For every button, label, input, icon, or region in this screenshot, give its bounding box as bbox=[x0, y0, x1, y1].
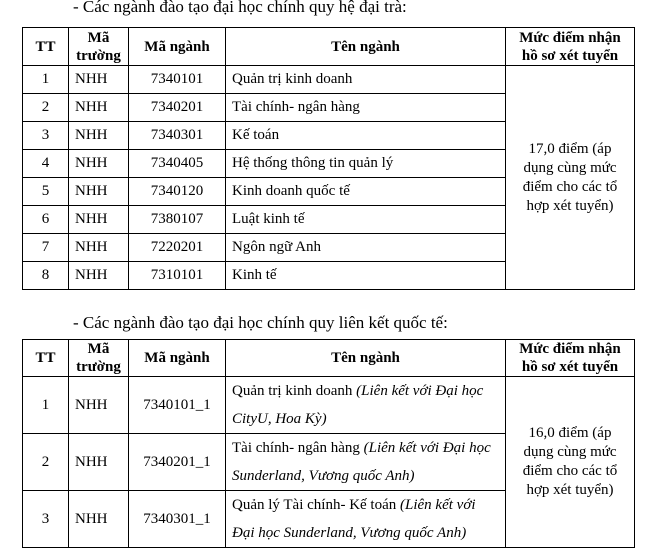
row-school-code: NHH bbox=[69, 491, 129, 548]
row-tt: 2 bbox=[23, 434, 69, 491]
header-major-code: Mã ngành bbox=[129, 28, 226, 66]
major-name-text: Tài chính- ngân hàng bbox=[232, 440, 360, 456]
row-major-code: 7340301 bbox=[129, 122, 226, 150]
section-heading-international-programs: - Các ngành đào tạo đại học chính quy liên kết quốc tế: bbox=[73, 313, 448, 332]
row-major-code: 7340301_1 bbox=[129, 491, 226, 548]
header-major-code: Mã ngành bbox=[129, 340, 226, 377]
row-tt: 3 bbox=[23, 122, 69, 150]
row-major-code: 7340201 bbox=[129, 94, 226, 122]
partner-note: (Liên kết với Đại học Sunderland, Vương quốc Anh) bbox=[232, 440, 491, 484]
major-name-text: Quản lý Tài chính- Kế toán bbox=[232, 497, 397, 513]
row-major-name: Ngôn ngữ Anh bbox=[226, 234, 506, 262]
major-name-text: Quản trị kinh doanh bbox=[232, 383, 353, 399]
row-school-code: NHH bbox=[69, 206, 129, 234]
row-tt: 8 bbox=[23, 262, 69, 290]
row-major-code: 7340101 bbox=[129, 66, 226, 94]
row-tt: 1 bbox=[23, 377, 69, 434]
row-major-code: 7340201_1 bbox=[129, 434, 226, 491]
regular-programs-table bbox=[22, 27, 635, 290]
header-school-code: Mã trường bbox=[69, 28, 129, 66]
row-school-code: NHH bbox=[69, 150, 129, 178]
header-tt: TT bbox=[23, 28, 69, 66]
row-major-name: Quản trị kinh doanh bbox=[226, 66, 506, 94]
partner-note: (Liên kết với Đại học CityU, Hoa Kỳ) bbox=[232, 383, 484, 427]
row-school-code: NHH bbox=[69, 66, 129, 94]
row-tt: 1 bbox=[23, 66, 69, 94]
row-major-name: Kinh tế bbox=[226, 262, 506, 290]
table-row bbox=[23, 66, 635, 94]
header-major-name: Tên ngành bbox=[226, 340, 506, 377]
partner-note: (Liên kết với Đại học Sunderland, Vương quốc Anh) bbox=[232, 497, 476, 541]
row-major-code: 7340120 bbox=[129, 178, 226, 206]
header-tt: TT bbox=[23, 340, 69, 377]
score-cell: 16,0 điểm (áp dụng cùng mức điểm cho các tổ hợp xét tuyển) bbox=[506, 377, 635, 548]
row-school-code: NHH bbox=[69, 234, 129, 262]
row-major-code: 7310101 bbox=[129, 262, 226, 290]
row-tt: 7 bbox=[23, 234, 69, 262]
table-header-row bbox=[23, 340, 635, 377]
row-tt: 2 bbox=[23, 94, 69, 122]
section-heading-regular-programs: - Các ngành đào tạo đại học chính quy hệ đại trà: bbox=[73, 0, 407, 16]
row-school-code: NHH bbox=[69, 94, 129, 122]
header-school-code: Mã trường bbox=[69, 340, 129, 377]
row-major-name: Hệ thống thông tin quản lý bbox=[226, 150, 506, 178]
row-major-name bbox=[226, 434, 506, 491]
score-cell: 17,0 điểm (áp dụng cùng mức điểm cho các tổ hợp xét tuyển) bbox=[506, 66, 635, 290]
row-tt: 6 bbox=[23, 206, 69, 234]
header-score: Mức điểm nhận hồ sơ xét tuyển bbox=[506, 28, 635, 66]
row-school-code: NHH bbox=[69, 122, 129, 150]
row-tt: 3 bbox=[23, 491, 69, 548]
row-major-code: 7340405 bbox=[129, 150, 226, 178]
row-major-name: Tài chính- ngân hàng bbox=[226, 94, 506, 122]
international-programs-table bbox=[22, 339, 635, 548]
header-score: Mức điểm nhận hồ sơ xét tuyển bbox=[506, 340, 635, 377]
row-major-name bbox=[226, 377, 506, 434]
row-major-name bbox=[226, 491, 506, 548]
row-school-code: NHH bbox=[69, 262, 129, 290]
row-major-name: Luật kinh tế bbox=[226, 206, 506, 234]
row-school-code: NHH bbox=[69, 377, 129, 434]
row-major-name: Kinh doanh quốc tế bbox=[226, 178, 506, 206]
row-major-code: 7340101_1 bbox=[129, 377, 226, 434]
header-major-name: Tên ngành bbox=[226, 28, 506, 66]
row-school-code: NHH bbox=[69, 434, 129, 491]
row-tt: 4 bbox=[23, 150, 69, 178]
row-school-code: NHH bbox=[69, 178, 129, 206]
table-row bbox=[23, 377, 635, 434]
table-header-row bbox=[23, 28, 635, 66]
row-major-code: 7380107 bbox=[129, 206, 226, 234]
row-tt: 5 bbox=[23, 178, 69, 206]
row-major-name: Kế toán bbox=[226, 122, 506, 150]
row-major-code: 7220201 bbox=[129, 234, 226, 262]
